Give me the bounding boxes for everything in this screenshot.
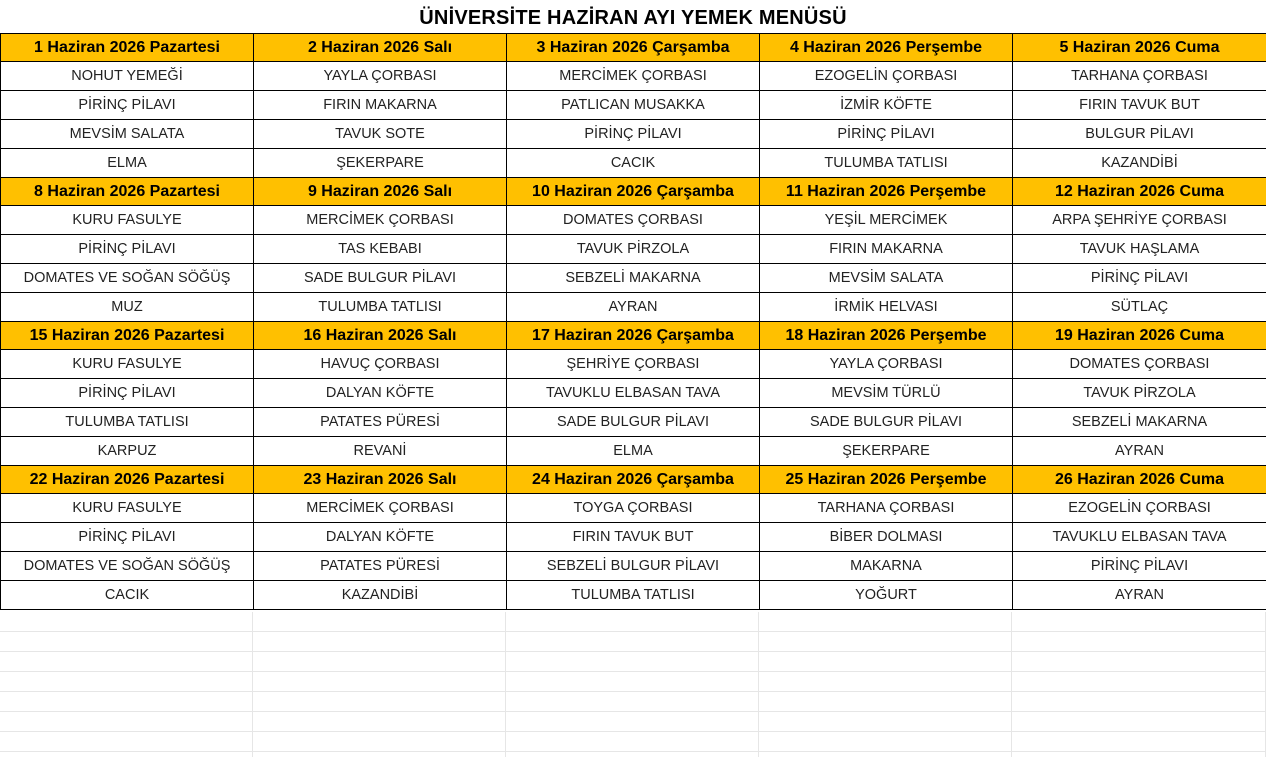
menu-item-cell: AYRAN (1013, 437, 1266, 466)
menu-item-cell: TULUMBA TATLISI (760, 149, 1013, 178)
menu-item-row (1, 408, 1266, 437)
menu-item-cell: TULUMBA TATLISI (1, 408, 254, 437)
day-header-cell: 23 Haziran 2026 Salı (254, 466, 507, 494)
menu-item-cell: REVANİ (254, 437, 507, 466)
menu-item-row (1, 523, 1266, 552)
week-header-row (1, 322, 1266, 350)
menu-item-cell: DOMATES VE SOĞAN SÖĞÜŞ (1, 264, 254, 293)
week-header-row (1, 178, 1266, 206)
menu-item-cell: FIRIN MAKARNA (760, 235, 1013, 264)
menu-item-cell: KAZANDİBİ (1013, 149, 1266, 178)
menu-item-cell: TAS KEBABI (254, 235, 507, 264)
menu-item-row (1, 293, 1266, 322)
menu-item-cell: MERCİMEK ÇORBASI (254, 494, 507, 523)
menu-item-cell: DOMATES ÇORBASI (507, 206, 760, 235)
day-header-cell: 24 Haziran 2026 Çarşamba (507, 466, 760, 494)
day-header-cell: 4 Haziran 2026 Perşembe (760, 34, 1013, 62)
week-header-row (1, 34, 1266, 62)
day-header-cell: 5 Haziran 2026 Cuma (1013, 34, 1266, 62)
menu-item-cell: DALYAN KÖFTE (254, 379, 507, 408)
day-header-cell: 18 Haziran 2026 Perşembe (760, 322, 1013, 350)
day-header-cell: 15 Haziran 2026 Pazartesi (1, 322, 254, 350)
menu-item-cell: TAVUK SOTE (254, 120, 507, 149)
menu-item-cell: ELMA (507, 437, 760, 466)
menu-item-cell: MERCİMEK ÇORBASI (254, 206, 507, 235)
day-header-cell: 22 Haziran 2026 Pazartesi (1, 466, 254, 494)
menu-item-row (1, 264, 1266, 293)
menu-item-cell: TARHANA ÇORBASI (1013, 62, 1266, 91)
menu-item-cell: HAVUÇ ÇORBASI (254, 350, 507, 379)
menu-item-cell: FIRIN MAKARNA (254, 91, 507, 120)
menu-item-row (1, 120, 1266, 149)
menu-item-cell: TAVUKLU ELBASAN TAVA (1013, 523, 1266, 552)
menu-item-cell: SADE BULGUR PİLAVI (760, 408, 1013, 437)
menu-item-cell: YEŞİL MERCİMEK (760, 206, 1013, 235)
menu-item-cell: PİRİNÇ PİLAVI (1, 235, 254, 264)
menu-item-cell: YOĞURT (760, 581, 1013, 610)
menu-item-cell: AYRAN (1013, 581, 1266, 610)
menu-item-cell: KURU FASULYE (1, 494, 254, 523)
menu-item-cell: ARPA ŞEHRİYE ÇORBASI (1013, 206, 1266, 235)
menu-item-cell: BULGUR PİLAVI (1013, 120, 1266, 149)
week-header-row (1, 466, 1266, 494)
menu-item-cell: SADE BULGUR PİLAVI (254, 264, 507, 293)
day-header-cell: 19 Haziran 2026 Cuma (1013, 322, 1266, 350)
menu-item-cell: TAVUK HAŞLAMA (1013, 235, 1266, 264)
menu-item-cell: MEVSİM TÜRLÜ (760, 379, 1013, 408)
menu-item-cell: DOMATES VE SOĞAN SÖĞÜŞ (1, 552, 254, 581)
menu-item-cell: İZMİR KÖFTE (760, 91, 1013, 120)
menu-item-row (1, 235, 1266, 264)
menu-item-cell: SEBZELİ BULGUR PİLAVI (507, 552, 760, 581)
menu-item-cell: MEVSİM SALATA (1, 120, 254, 149)
menu-item-cell: MEVSİM SALATA (760, 264, 1013, 293)
day-header-cell: 26 Haziran 2026 Cuma (1013, 466, 1266, 494)
menu-item-cell: ŞEKERPARE (760, 437, 1013, 466)
day-header-cell: 1 Haziran 2026 Pazartesi (1, 34, 254, 62)
menu-item-cell: YAYLA ÇORBASI (760, 350, 1013, 379)
menu-item-cell: CACIK (507, 149, 760, 178)
menu-item-row (1, 494, 1266, 523)
menu-item-cell: PİRİNÇ PİLAVI (1013, 552, 1266, 581)
day-header-cell: 11 Haziran 2026 Perşembe (760, 178, 1013, 206)
day-header-cell: 16 Haziran 2026 Salı (254, 322, 507, 350)
menu-item-cell: FIRIN TAVUK BUT (507, 523, 760, 552)
menu-table (0, 33, 1266, 610)
day-header-cell: 12 Haziran 2026 Cuma (1013, 178, 1266, 206)
day-header-cell: 25 Haziran 2026 Perşembe (760, 466, 1013, 494)
menu-item-row (1, 581, 1266, 610)
menu-item-cell: EZOGELİN ÇORBASI (1013, 494, 1266, 523)
menu-item-cell: KURU FASULYE (1, 350, 254, 379)
day-header-cell: 10 Haziran 2026 Çarşamba (507, 178, 760, 206)
day-header-cell: 9 Haziran 2026 Salı (254, 178, 507, 206)
menu-item-row (1, 62, 1266, 91)
menu-item-cell: KURU FASULYE (1, 206, 254, 235)
menu-item-cell: PATLICAN MUSAKKA (507, 91, 760, 120)
menu-item-cell: MERCİMEK ÇORBASI (507, 62, 760, 91)
menu-item-cell: SEBZELİ MAKARNA (1013, 408, 1266, 437)
menu-item-cell: DALYAN KÖFTE (254, 523, 507, 552)
menu-item-cell: TOYGA ÇORBASI (507, 494, 760, 523)
menu-item-row (1, 206, 1266, 235)
menu-item-cell: ELMA (1, 149, 254, 178)
menu-item-cell: ŞEHRİYE ÇORBASI (507, 350, 760, 379)
menu-item-cell: PİRİNÇ PİLAVI (1, 379, 254, 408)
menu-item-cell: DOMATES ÇORBASI (1013, 350, 1266, 379)
menu-item-cell: TARHANA ÇORBASI (760, 494, 1013, 523)
menu-item-cell: TULUMBA TATLISI (254, 293, 507, 322)
menu-item-row (1, 91, 1266, 120)
menu-item-row (1, 379, 1266, 408)
menu-item-cell: NOHUT YEMEĞİ (1, 62, 254, 91)
menu-item-cell: TAVUK PİRZOLA (507, 235, 760, 264)
day-header-cell: 8 Haziran 2026 Pazartesi (1, 178, 254, 206)
menu-item-cell: EZOGELİN ÇORBASI (760, 62, 1013, 91)
menu-item-cell: KAZANDİBİ (254, 581, 507, 610)
menu-title: ÜNİVERSİTE HAZİRAN AYI YEMEK MENÜSÜ (419, 7, 847, 29)
day-header-cell: 3 Haziran 2026 Çarşamba (507, 34, 760, 62)
day-header-cell: 17 Haziran 2026 Çarşamba (507, 322, 760, 350)
menu-item-cell: TULUMBA TATLISI (507, 581, 760, 610)
menu-item-cell: PİRİNÇ PİLAVI (1013, 264, 1266, 293)
menu-item-cell: PİRİNÇ PİLAVI (1, 91, 254, 120)
menu-item-row (1, 437, 1266, 466)
menu-item-cell: PATATES PÜRESİ (254, 552, 507, 581)
menu-item-cell: TAVUK PİRZOLA (1013, 379, 1266, 408)
empty-spreadsheet-grid (0, 612, 1266, 757)
menu-item-cell: TAVUKLU ELBASAN TAVA (507, 379, 760, 408)
menu-item-cell: İRMİK HELVASI (760, 293, 1013, 322)
menu-item-cell: PİRİNÇ PİLAVI (507, 120, 760, 149)
day-header-cell: 2 Haziran 2026 Salı (254, 34, 507, 62)
menu-item-cell: SEBZELİ MAKARNA (507, 264, 760, 293)
menu-item-cell: YAYLA ÇORBASI (254, 62, 507, 91)
menu-item-cell: CACIK (1, 581, 254, 610)
menu-item-cell: BİBER DOLMASI (760, 523, 1013, 552)
menu-item-cell: MAKARNA (760, 552, 1013, 581)
menu-item-cell: KARPUZ (1, 437, 254, 466)
menu-item-cell: MUZ (1, 293, 254, 322)
menu-item-cell: SÜTLAÇ (1013, 293, 1266, 322)
menu-item-cell: AYRAN (507, 293, 760, 322)
menu-item-row (1, 350, 1266, 379)
menu-item-cell: FIRIN TAVUK BUT (1013, 91, 1266, 120)
menu-item-cell: ŞEKERPARE (254, 149, 507, 178)
menu-item-cell: SADE BULGUR PİLAVI (507, 408, 760, 437)
menu-item-cell: PİRİNÇ PİLAVI (760, 120, 1013, 149)
menu-item-row (1, 552, 1266, 581)
menu-item-row (1, 149, 1266, 178)
menu-item-cell: PATATES PÜRESİ (254, 408, 507, 437)
menu-item-cell: PİRİNÇ PİLAVI (1, 523, 254, 552)
